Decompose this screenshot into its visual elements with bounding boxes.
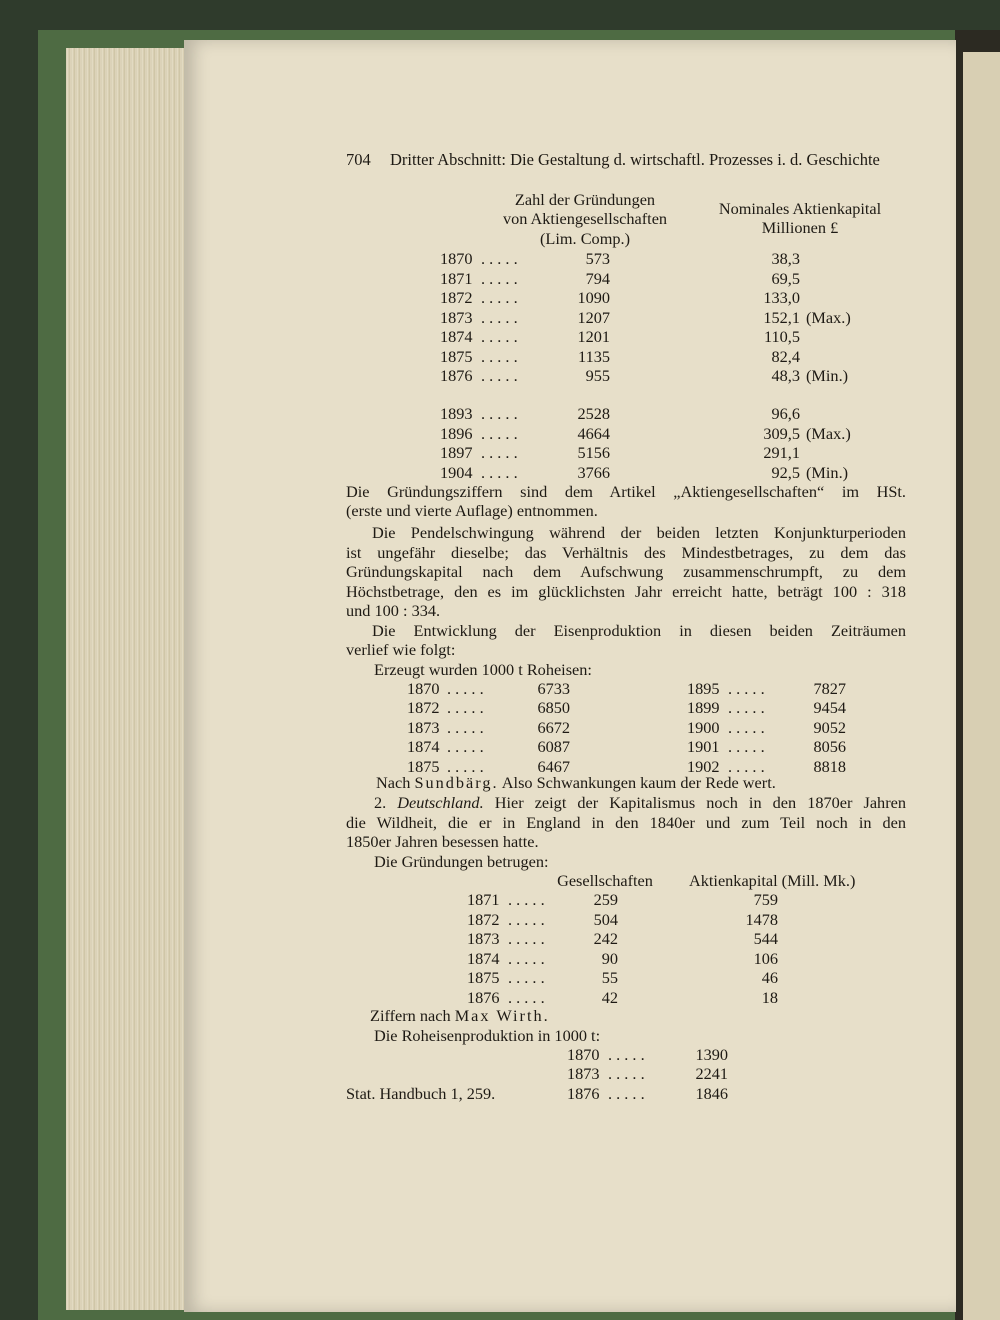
iron-row-dots: . . . . . (608, 1064, 645, 1083)
iron-row-value: 9454 (813, 698, 846, 717)
table-row-year: 1896 (440, 424, 473, 443)
paragraph-line: ist ungefähr dieselbe; das Verhältnis des Mindestbetrages, zu dem das (346, 543, 906, 562)
table-row-year: 1904 (440, 463, 473, 482)
table-row-year: 1874 (467, 949, 500, 968)
iron-row-year: 1875 (407, 757, 440, 776)
table-row-note: (Max.) (806, 424, 851, 443)
table-row-capital: 48,3 (771, 366, 800, 385)
paragraph-line: Die Entwicklung der Eisenproduktion in diesen beiden Zeiträumen (372, 621, 906, 640)
table-row-capital: 92,5 (771, 463, 800, 482)
iron-row-year: 1899 (687, 698, 720, 717)
iron-row-dots: . . . . . (728, 698, 765, 717)
col-header-foundations: (Lim. Comp.) (540, 229, 630, 248)
section-title: Deutschland. (397, 793, 484, 812)
iron-row-year: 1870 (567, 1045, 600, 1064)
table-row-capital: 18 (761, 988, 778, 1007)
paragraph-line: Gründungskapital nach dem Aufschwung zusammenschrumpft, zu dem (346, 562, 906, 581)
iron-row-year: 1876 (567, 1084, 600, 1103)
table-row-dots: . . . . . (481, 308, 518, 327)
paragraph-line: Höchstbetrage, den es im glücklichsten Jahr erreicht hatte, beträgt 100 : 318 (346, 582, 906, 601)
table-row-year: 1876 (440, 366, 473, 385)
table-row-capital: 96,6 (771, 404, 800, 423)
iron-row-value: 2241 (695, 1064, 728, 1083)
table-row-capital: 759 (753, 890, 778, 909)
col-header-capital: Millionen £ (761, 218, 839, 237)
table-row-count: 1135 (578, 347, 610, 366)
table-row-year: 1875 (467, 968, 500, 987)
table-row-count: 573 (585, 249, 610, 268)
iron-row-year: 1900 (687, 718, 720, 737)
table-row-capital: 133,0 (763, 288, 800, 307)
paragraph-line: Erzeugt wurden 1000 t Roheisen: (374, 660, 592, 679)
paragraph-line: und 100 : 334. (346, 601, 441, 620)
iron-row-dots: . . . . . (728, 679, 765, 698)
table-row-companies: 259 (593, 890, 618, 909)
facing-page-edge (955, 30, 1000, 1320)
table-row-capital: 291,1 (763, 443, 800, 462)
table-row-dots: . . . . . (481, 327, 518, 346)
table-row-capital: 1478 (745, 910, 778, 929)
iron-row-year: 1901 (687, 737, 720, 756)
table-row-dots: . . . . . (508, 988, 545, 1007)
iron-row-dots: . . . . . (447, 698, 484, 717)
table-row-dots: . . . . . (481, 404, 518, 423)
paragraph-line: 1850er Jahren besessen hatte. (346, 832, 539, 851)
iron-row-dots: . . . . . (728, 718, 765, 737)
iron-row-dots: . . . . . (447, 718, 484, 737)
table-row-year: 1872 (467, 910, 500, 929)
table-row-year: 1874 (440, 327, 473, 346)
table-row-dots: . . . . . (481, 269, 518, 288)
iron-row-value: 7827 (813, 679, 846, 698)
source-line: Ziffern nach Max Wirth. (370, 1006, 550, 1025)
iron-row-value: 6672 (537, 718, 570, 737)
table-row-dots: . . . . . (508, 968, 545, 987)
page-edges (66, 48, 186, 1310)
iron-row-dots: . . . . . (608, 1084, 645, 1103)
paragraph-line: die Wildheit, die er in England in den 1840er und zum Teil noch in den (346, 813, 906, 832)
table-row-capital: 46 (761, 968, 778, 987)
table-row-dots: . . . . . (481, 366, 518, 385)
table-row-companies: 55 (601, 968, 618, 987)
col-header-companies: Gesellschaften (557, 871, 653, 890)
iron-row-year: 1895 (687, 679, 720, 698)
paragraph-line: Die Gründungsziffern sind dem Artikel „Aktiengesellschaften“ im HSt. (346, 482, 906, 501)
col-header-foundations: von Aktiengesellschaften (502, 209, 668, 228)
iron-row-value: 6087 (537, 737, 570, 756)
table-row-capital: 152,1 (763, 308, 800, 327)
table-row-note: (Min.) (806, 463, 849, 482)
paragraph-line: 2. Deutschland. Hier zeigt der Kapitalismus noch in den 1870er Jahren (374, 793, 906, 812)
iron-row-dots: . . . . . (608, 1045, 645, 1064)
table-row-companies: 42 (601, 988, 618, 1007)
iron-row-dots: . . . . . (728, 757, 765, 776)
table-row-year: 1875 (440, 347, 473, 366)
table-row-year: 1873 (440, 308, 473, 327)
table-row-year: 1871 (467, 890, 500, 909)
table-row-capital: 110,5 (763, 327, 800, 346)
table-row-count: 955 (585, 366, 610, 385)
source-line: Stat. Handbuch 1, 259. (346, 1084, 496, 1103)
page-number: 704 (346, 150, 371, 169)
iron-row-value: 8056 (813, 737, 846, 756)
table-row-dots: . . . . . (481, 424, 518, 443)
table-row-year: 1872 (440, 288, 473, 307)
iron-row-dots: . . . . . (447, 737, 484, 756)
iron-row-dots: . . . . . (447, 679, 484, 698)
table-row-count: 3766 (577, 463, 610, 482)
iron-row-dots: . . . . . (728, 737, 765, 756)
table-row-capital: 106 (753, 949, 778, 968)
iron-row-value: 8818 (813, 757, 846, 776)
table-row-dots: . . . . . (508, 929, 545, 948)
table-row-year: 1870 (440, 249, 473, 268)
table-row-year: 1871 (440, 269, 473, 288)
iron-row-year: 1874 (407, 737, 440, 756)
table-row-count: 5156 (577, 443, 610, 462)
table-row-companies: 242 (593, 929, 618, 948)
table-row-year: 1893 (440, 404, 473, 423)
table-row-dots: . . . . . (481, 347, 518, 366)
table-row-capital: 544 (753, 929, 778, 948)
table-row-capital: 309,5 (763, 424, 800, 443)
table-row-companies: 90 (601, 949, 618, 968)
iron-row-year: 1873 (407, 718, 440, 737)
paragraph-line: (erste und vierte Auflage) entnommen. (346, 501, 598, 520)
table-row-companies: 504 (593, 910, 618, 929)
col-header-capital: Nominales Aktienkapital (718, 199, 882, 218)
iron-row-year: 1902 (687, 757, 720, 776)
iron-row-year: 1870 (407, 679, 440, 698)
iron-row-value: 6733 (537, 679, 570, 698)
table-row-year: 1873 (467, 929, 500, 948)
table-row-dots: . . . . . (481, 463, 518, 482)
table-row-dots: . . . . . (508, 910, 545, 929)
iron-row-dots: . . . . . (447, 757, 484, 776)
paragraph-line: verlief wie folgt: (346, 640, 456, 659)
table-row-dots: . . . . . (481, 288, 518, 307)
table-row-count: 1207 (577, 308, 610, 327)
table-row-count: 4664 (577, 424, 610, 443)
source-line: Nach Sundbärg. Also Schwankungen kaum der Rede wert. (376, 773, 776, 792)
paragraph-line: Die Pendelschwingung während der beiden letzten Konjunkturperioden (372, 523, 906, 542)
table-row-dots: . . . . . (481, 443, 518, 462)
iron-row-year: 1873 (567, 1064, 600, 1083)
table-row-count: 2528 (577, 404, 610, 423)
table-row-note: (Max.) (806, 308, 851, 327)
table-row-year: 1876 (467, 988, 500, 1007)
table-row-count: 1090 (577, 288, 610, 307)
table-row-capital: 69,5 (771, 269, 800, 288)
table-row-count: 1201 (577, 327, 610, 346)
iron-row-value: 1846 (695, 1084, 728, 1103)
iron-row-value: 1390 (695, 1045, 728, 1064)
running-title: Dritter Abschnitt: Die Gestaltung d. wirtschaftl. Prozesses i. d. Geschichte (390, 150, 880, 169)
table-row-note: (Min.) (806, 366, 849, 385)
paragraph-line: Die Roheisenproduktion in 1000 t: (374, 1026, 601, 1045)
col-header-capital-mk: Aktienkapital (Mill. Mk.) (689, 871, 856, 890)
paragraph-line: Die Gründungen betrugen: (374, 852, 549, 871)
table-row-capital: 38,3 (771, 249, 800, 268)
table-row-dots: . . . . . (481, 249, 518, 268)
table-row-year: 1897 (440, 443, 473, 462)
iron-row-value: 9052 (813, 718, 846, 737)
iron-row-value: 6467 (537, 757, 570, 776)
iron-row-year: 1872 (407, 698, 440, 717)
table-row-capital: 82,4 (771, 347, 800, 366)
iron-row-value: 6850 (537, 698, 570, 717)
table-row-dots: . . . . . (508, 949, 545, 968)
table-row-dots: . . . . . (508, 890, 545, 909)
table-row-count: 794 (585, 269, 610, 288)
col-header-foundations: Zahl der Gründungen (514, 190, 656, 209)
